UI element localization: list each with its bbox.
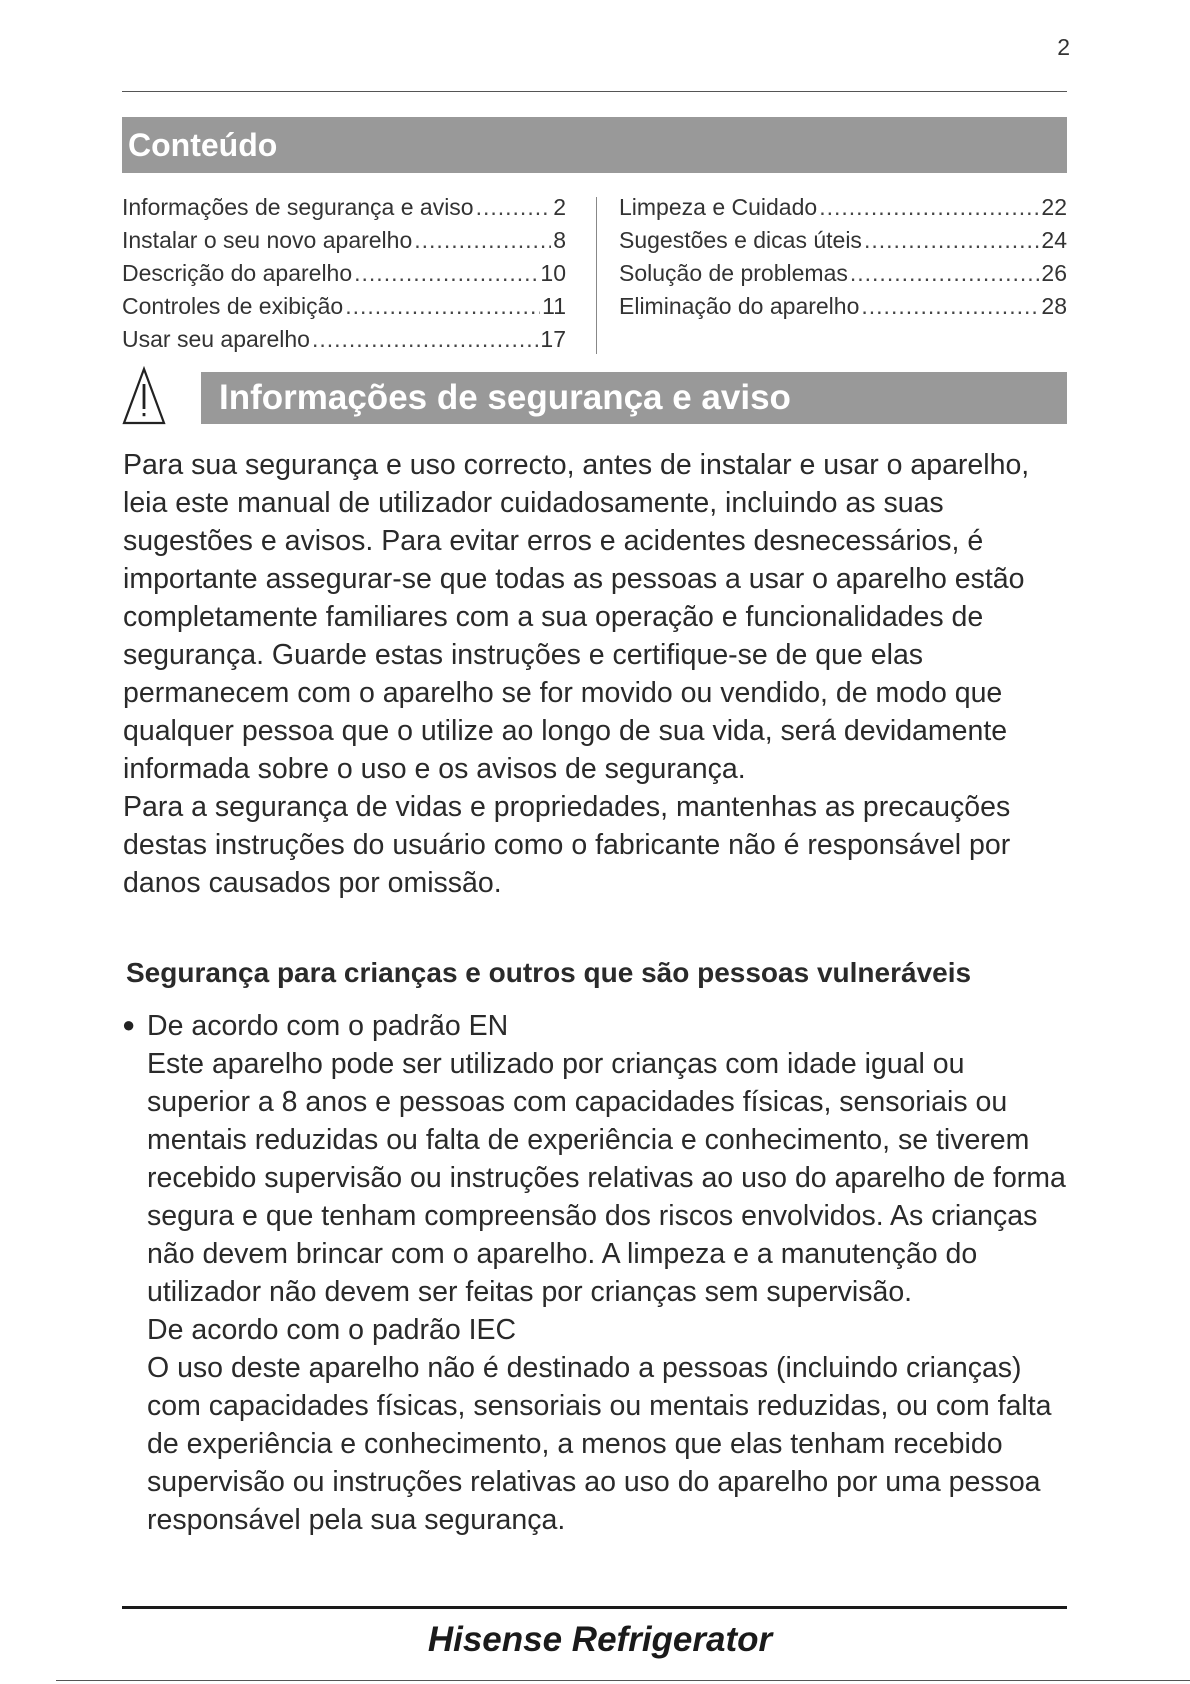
toc-dot-leader	[819, 191, 1039, 224]
toc-dot-leader	[354, 257, 538, 290]
toc-entry[interactable]	[122, 290, 566, 323]
toc-entry-page: 10	[540, 260, 566, 286]
contents-title: Conteúdo	[128, 127, 278, 163]
toc-entry-page: 22	[1041, 194, 1067, 220]
toc-entry-title: Usar seu aparelho	[122, 326, 310, 352]
child-safety-heading: Segurança para crianças e outros que são pessoas vulneráveis	[126, 957, 972, 988]
toc-entry-title: Solução de problemas	[619, 260, 848, 286]
bullet-paragraph: Este aparelho pode ser utilizado por crianças com idade igual ou superior a 8 anos e pessoas com capacidades físicas, sensoriais ou mentais reduzidas ou falta de experiência e conhecimento, se tiverem recebido supervisão ou instruções relativas ao uso do aparelho de forma segura e que tenham compreensão dos riscos envolvidos. As crianças não devem brincar com o aparelho. A limpeza e a manutenção do utilizador não devem ser feitas por crianças sem supervisão.	[147, 1048, 1066, 1308]
toc-entry-page: 24	[1041, 227, 1067, 253]
toc-entry-title: Instalar o seu novo aparelho	[122, 227, 413, 253]
toc-entry-title: Sugestões e dicas úteis	[619, 227, 862, 253]
toc-entry[interactable]	[619, 224, 1067, 257]
toc-left-column	[122, 191, 566, 356]
child-safety-bullet	[147, 1007, 1072, 1539]
toc-entry-page: 26	[1041, 260, 1067, 286]
safety-section-title: Informações de segurança e aviso	[219, 378, 791, 417]
bullet-dot-icon: ●	[122, 1012, 136, 1037]
bullet-paragraph: O uso deste aparelho não é destinado a pessoas (incluindo crianças) com capacidades físicas, sensoriais ou mentais reduzidas, ou com falta de experiência e conhecimento, a menos que elas tenham recebido supervisão ou instruções relativas ao uso do aparelho por uma pessoa responsável pela sua segurança.	[147, 1352, 1052, 1536]
toc-entry[interactable]	[619, 290, 1067, 323]
bullet-paragraph: De acordo com o padrão EN	[147, 1010, 509, 1042]
toc-entry-page: 17	[540, 326, 566, 352]
contents-header	[122, 117, 1067, 173]
toc-entry-page: 11	[542, 293, 566, 319]
safety-intro	[123, 446, 1067, 902]
toc-entry-page: 8	[553, 227, 566, 253]
toc-column-divider	[596, 197, 597, 354]
toc-entry-title: Informações de segurança e aviso	[122, 194, 474, 220]
toc-dot-leader	[312, 323, 538, 356]
footer-divider	[122, 1606, 1067, 1609]
warning-triangle-icon	[122, 366, 166, 426]
toc-entry-page: 28	[1041, 293, 1067, 319]
bullet-paragraph: De acordo com o padrão IEC	[147, 1314, 517, 1346]
top-divider	[122, 91, 1067, 92]
toc-entry[interactable]	[619, 257, 1067, 290]
toc-dot-leader	[476, 191, 552, 224]
toc-entry-page: 2	[553, 194, 566, 220]
toc-entry[interactable]	[619, 191, 1067, 224]
toc-entry[interactable]	[122, 191, 566, 224]
toc-entry-title: Limpeza e Cuidado	[619, 194, 818, 220]
page-number: 2	[1057, 34, 1070, 60]
toc-entry[interactable]	[122, 323, 566, 356]
bottom-divider	[56, 1680, 1190, 1681]
toc-dot-leader	[850, 257, 1040, 290]
intro-paragraph: Para sua segurança e uso correcto, antes de instalar e usar o aparelho, leia este manual de utilizador cuidadosamente, incluindo as suas sugestões e avisos. Para evitar erros e acidentes desnecessários, é importante assegurar-se que todas as pessoas a usar o aparelho estão completamente familiares com a sua operação e funcionalidades de segurança. Guarde estas instruções e certifique-se de que elas permanecem com o aparelho se for movido ou vendido, de modo que qualquer pessoa que o utilize ao longo de sua vida, será devidamente informada sobre o uso e os avisos de segurança.	[123, 449, 1030, 785]
footer-brand: Hisense Refrigerator	[427, 1620, 773, 1659]
safety-section-header	[201, 372, 1067, 424]
toc-entry-title: Descrição do aparelho	[122, 260, 353, 286]
toc-entry[interactable]	[122, 224, 566, 257]
toc-dot-leader	[345, 290, 540, 323]
toc-entry-title: Controles de exibição	[122, 293, 344, 319]
toc-dot-leader	[861, 290, 1039, 323]
toc-entry-title: Eliminação do aparelho	[619, 293, 860, 319]
toc-dot-leader	[414, 224, 551, 257]
toc-entry[interactable]	[122, 257, 566, 290]
toc-right-column	[619, 191, 1067, 323]
intro-paragraph: Para a segurança de vidas e propriedades, mantenhas as precauções destas instruções do usuário como o fabricante não é responsável por danos causados por omissão.	[123, 791, 1011, 899]
toc-dot-leader	[864, 224, 1039, 257]
